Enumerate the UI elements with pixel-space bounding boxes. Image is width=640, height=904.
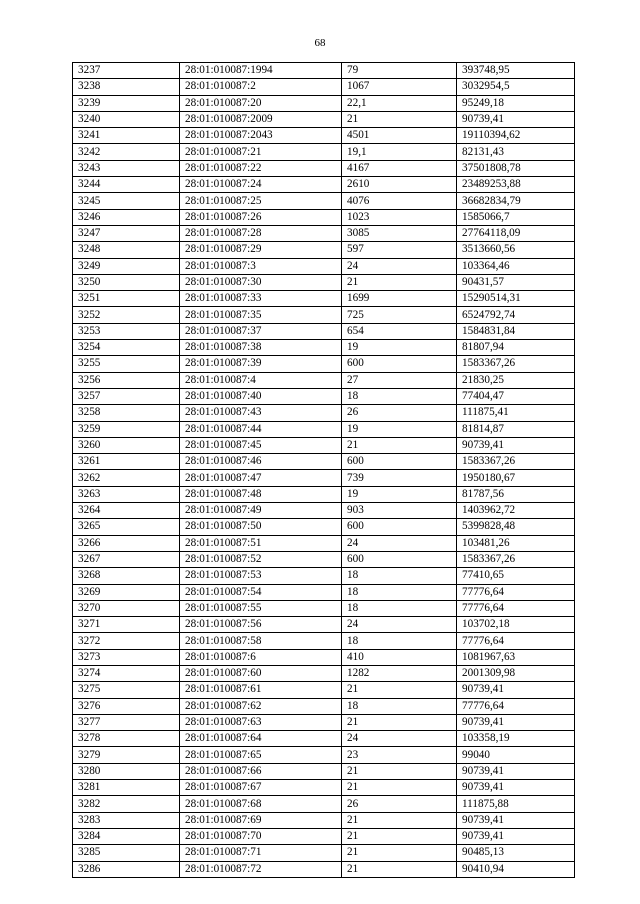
area-cell: 18	[342, 568, 457, 584]
value-cell: 1081967,63	[457, 649, 575, 665]
row-number-cell: 3277	[73, 714, 180, 730]
area-cell: 410	[342, 649, 457, 665]
row-number-cell: 3241	[73, 128, 180, 144]
table-row	[73, 633, 575, 649]
area-cell: 903	[342, 503, 457, 519]
cadastral-number-cell: 28:01:010087:25	[180, 193, 342, 209]
value-cell: 1403962,72	[457, 503, 575, 519]
value-cell: 77404,47	[457, 388, 575, 404]
table-row	[73, 812, 575, 828]
table-row	[73, 796, 575, 812]
table-row	[73, 617, 575, 633]
table-row	[73, 731, 575, 747]
table-row	[73, 780, 575, 796]
area-cell: 3085	[342, 225, 457, 241]
cadastral-number-cell: 28:01:010087:26	[180, 209, 342, 225]
table-row	[73, 503, 575, 519]
value-cell: 3032954,5	[457, 79, 575, 95]
value-cell: 95249,18	[457, 95, 575, 111]
row-number-cell: 3255	[73, 356, 180, 372]
value-cell: 37501808,78	[457, 160, 575, 176]
value-cell: 103364,46	[457, 258, 575, 274]
row-number-cell: 3248	[73, 242, 180, 258]
value-cell: 1950180,67	[457, 470, 575, 486]
cadastral-number-cell: 28:01:010087:61	[180, 682, 342, 698]
value-cell: 103702,18	[457, 617, 575, 633]
table-row	[73, 388, 575, 404]
area-cell: 4501	[342, 128, 457, 144]
row-number-cell: 3271	[73, 617, 180, 633]
row-number-cell: 3246	[73, 209, 180, 225]
row-number-cell: 3266	[73, 535, 180, 551]
cadastral-number-cell: 28:01:010087:63	[180, 714, 342, 730]
area-cell: 18	[342, 388, 457, 404]
table-row	[73, 372, 575, 388]
value-cell: 90739,41	[457, 812, 575, 828]
value-cell: 77776,64	[457, 698, 575, 714]
cadastral-number-cell: 28:01:010087:4	[180, 372, 342, 388]
cadastral-number-cell: 28:01:010087:53	[180, 568, 342, 584]
cadastral-number-cell: 28:01:010087:50	[180, 519, 342, 535]
value-cell: 6524792,74	[457, 307, 575, 323]
cadastral-number-cell: 28:01:010087:38	[180, 340, 342, 356]
value-cell: 393748,95	[457, 63, 575, 79]
row-number-cell: 3257	[73, 388, 180, 404]
row-number-cell: 3276	[73, 698, 180, 714]
value-cell: 90739,41	[457, 828, 575, 844]
table-row	[73, 682, 575, 698]
cadastral-number-cell: 28:01:010087:3	[180, 258, 342, 274]
row-number-cell: 3253	[73, 323, 180, 339]
row-number-cell: 3269	[73, 584, 180, 600]
area-cell: 725	[342, 307, 457, 323]
area-cell: 26	[342, 405, 457, 421]
row-number-cell: 3250	[73, 274, 180, 290]
cadastral-number-cell: 28:01:010087:43	[180, 405, 342, 421]
value-cell: 1583367,26	[457, 551, 575, 567]
cadastral-number-cell: 28:01:010087:60	[180, 665, 342, 681]
area-cell: 18	[342, 633, 457, 649]
row-number-cell: 3249	[73, 258, 180, 274]
row-number-cell: 3261	[73, 454, 180, 470]
row-number-cell: 3262	[73, 470, 180, 486]
cadastral-number-cell: 28:01:010087:65	[180, 747, 342, 763]
value-cell: 90739,41	[457, 763, 575, 779]
cadastral-number-cell: 28:01:010087:55	[180, 600, 342, 616]
area-cell: 19	[342, 340, 457, 356]
area-cell: 1282	[342, 665, 457, 681]
row-number-cell: 3239	[73, 95, 180, 111]
area-cell: 1067	[342, 79, 457, 95]
cadastral-number-cell: 28:01:010087:44	[180, 421, 342, 437]
row-number-cell: 3238	[73, 79, 180, 95]
row-number-cell: 3275	[73, 682, 180, 698]
cadastral-number-cell: 28:01:010087:68	[180, 796, 342, 812]
cadastral-number-cell: 28:01:010087:69	[180, 812, 342, 828]
cadastral-number-cell: 28:01:010087:37	[180, 323, 342, 339]
cadastral-number-cell: 28:01:010087:66	[180, 763, 342, 779]
row-number-cell: 3263	[73, 486, 180, 502]
table-row	[73, 535, 575, 551]
value-cell: 5399828,48	[457, 519, 575, 535]
table-row	[73, 421, 575, 437]
value-cell: 103481,26	[457, 535, 575, 551]
area-cell: 21	[342, 861, 457, 877]
cadastral-number-cell: 28:01:010087:67	[180, 780, 342, 796]
row-number-cell: 3245	[73, 193, 180, 209]
row-number-cell: 3260	[73, 437, 180, 453]
table-row	[73, 63, 575, 79]
value-cell: 90739,41	[457, 437, 575, 453]
row-number-cell: 3279	[73, 747, 180, 763]
area-cell: 600	[342, 551, 457, 567]
table-row	[73, 454, 575, 470]
value-cell: 77776,64	[457, 633, 575, 649]
table-row	[73, 144, 575, 160]
table-row	[73, 274, 575, 290]
area-cell: 24	[342, 731, 457, 747]
table-row	[73, 111, 575, 127]
area-cell: 739	[342, 470, 457, 486]
table-row	[73, 128, 575, 144]
cadastral-number-cell: 28:01:010087:20	[180, 95, 342, 111]
value-cell: 90410,94	[457, 861, 575, 877]
table-row	[73, 323, 575, 339]
row-number-cell: 3244	[73, 177, 180, 193]
cadastral-number-cell: 28:01:010087:70	[180, 828, 342, 844]
area-cell: 18	[342, 698, 457, 714]
cadastral-number-cell: 28:01:010087:45	[180, 437, 342, 453]
area-cell: 654	[342, 323, 457, 339]
area-cell: 19	[342, 421, 457, 437]
value-cell: 36682834,79	[457, 193, 575, 209]
value-cell: 90431,57	[457, 274, 575, 290]
area-cell: 21	[342, 714, 457, 730]
area-cell: 24	[342, 535, 457, 551]
row-number-cell: 3283	[73, 812, 180, 828]
area-cell: 1023	[342, 209, 457, 225]
area-cell: 21	[342, 812, 457, 828]
value-cell: 27764118,09	[457, 225, 575, 241]
cadastral-number-cell: 28:01:010087:71	[180, 845, 342, 861]
row-number-cell: 3242	[73, 144, 180, 160]
value-cell: 3513660,56	[457, 242, 575, 258]
area-cell: 24	[342, 258, 457, 274]
page-number: 68	[314, 37, 326, 49]
row-number-cell: 3285	[73, 845, 180, 861]
row-number-cell: 3284	[73, 828, 180, 844]
row-number-cell: 3264	[73, 503, 180, 519]
table-row	[73, 861, 575, 877]
row-number-cell: 3259	[73, 421, 180, 437]
cadastral-number-cell: 28:01:010087:51	[180, 535, 342, 551]
table-row	[73, 470, 575, 486]
value-cell: 1583367,26	[457, 356, 575, 372]
row-number-cell: 3281	[73, 780, 180, 796]
row-number-cell: 3280	[73, 763, 180, 779]
row-number-cell: 3273	[73, 649, 180, 665]
cadastral-number-cell: 28:01:010087:39	[180, 356, 342, 372]
cadastral-number-cell: 28:01:010087:6	[180, 649, 342, 665]
row-number-cell: 3252	[73, 307, 180, 323]
cadastral-number-cell: 28:01:010087:2043	[180, 128, 342, 144]
table-row	[73, 79, 575, 95]
cadastral-number-cell: 28:01:010087:21	[180, 144, 342, 160]
table-row	[73, 519, 575, 535]
table-row	[73, 845, 575, 861]
row-number-cell: 3272	[73, 633, 180, 649]
table-row	[73, 584, 575, 600]
table-row	[73, 95, 575, 111]
row-number-cell: 3278	[73, 731, 180, 747]
value-cell: 77776,64	[457, 600, 575, 616]
row-number-cell: 3258	[73, 405, 180, 421]
table-row	[73, 258, 575, 274]
area-cell: 21	[342, 763, 457, 779]
row-number-cell: 3286	[73, 861, 180, 877]
area-cell: 22,1	[342, 95, 457, 111]
table-row	[73, 193, 575, 209]
value-cell: 90485,13	[457, 845, 575, 861]
table-body	[73, 63, 575, 878]
table-row	[73, 600, 575, 616]
value-cell: 99040	[457, 747, 575, 763]
cadastral-number-cell: 28:01:010087:56	[180, 617, 342, 633]
table-row	[73, 649, 575, 665]
value-cell: 77776,64	[457, 584, 575, 600]
area-cell: 21	[342, 780, 457, 796]
value-cell: 81814,87	[457, 421, 575, 437]
cadastral-number-cell: 28:01:010087:54	[180, 584, 342, 600]
value-cell: 90739,41	[457, 780, 575, 796]
cadastral-number-cell: 28:01:010087:1994	[180, 63, 342, 79]
value-cell: 81807,94	[457, 340, 575, 356]
area-cell: 21	[342, 274, 457, 290]
table-row	[73, 828, 575, 844]
table-row	[73, 747, 575, 763]
area-cell: 19	[342, 486, 457, 502]
area-cell: 26	[342, 796, 457, 812]
value-cell: 81787,56	[457, 486, 575, 502]
table-row	[73, 568, 575, 584]
cadastral-number-cell: 28:01:010087:62	[180, 698, 342, 714]
cadastral-number-cell: 28:01:010087:47	[180, 470, 342, 486]
row-number-cell: 3270	[73, 600, 180, 616]
cadastral-number-cell: 28:01:010087:48	[180, 486, 342, 502]
table-row	[73, 177, 575, 193]
area-cell: 600	[342, 356, 457, 372]
table-row	[73, 225, 575, 241]
area-cell: 18	[342, 584, 457, 600]
table-row	[73, 665, 575, 681]
value-cell: 90739,41	[457, 111, 575, 127]
area-cell: 18	[342, 600, 457, 616]
area-cell: 597	[342, 242, 457, 258]
cadastral-number-cell: 28:01:010087:40	[180, 388, 342, 404]
cadastral-number-cell: 28:01:010087:2009	[180, 111, 342, 127]
row-number-cell: 3267	[73, 551, 180, 567]
cadastral-number-cell: 28:01:010087:64	[180, 731, 342, 747]
value-cell: 19110394,62	[457, 128, 575, 144]
value-cell: 90739,41	[457, 682, 575, 698]
table-row	[73, 340, 575, 356]
cadastral-table	[72, 62, 575, 878]
cadastral-number-cell: 28:01:010087:49	[180, 503, 342, 519]
value-cell: 15290514,31	[457, 291, 575, 307]
row-number-cell: 3274	[73, 665, 180, 681]
row-number-cell: 3240	[73, 111, 180, 127]
cadastral-number-cell: 28:01:010087:22	[180, 160, 342, 176]
cadastral-number-cell: 28:01:010087:33	[180, 291, 342, 307]
table-row	[73, 714, 575, 730]
table-row	[73, 291, 575, 307]
area-cell: 79	[342, 63, 457, 79]
table-row	[73, 437, 575, 453]
cadastral-number-cell: 28:01:010087:28	[180, 225, 342, 241]
area-cell: 21	[342, 111, 457, 127]
row-number-cell: 3265	[73, 519, 180, 535]
table-row	[73, 209, 575, 225]
cadastral-number-cell: 28:01:010087:29	[180, 242, 342, 258]
value-cell: 82131,43	[457, 144, 575, 160]
cadastral-number-cell: 28:01:010087:2	[180, 79, 342, 95]
area-cell: 1699	[342, 291, 457, 307]
cadastral-number-cell: 28:01:010087:35	[180, 307, 342, 323]
area-cell: 2610	[342, 177, 457, 193]
value-cell: 1585066,7	[457, 209, 575, 225]
area-cell: 4076	[342, 193, 457, 209]
row-number-cell: 3247	[73, 225, 180, 241]
area-cell: 27	[342, 372, 457, 388]
value-cell: 23489253,88	[457, 177, 575, 193]
area-cell: 23	[342, 747, 457, 763]
table-row	[73, 405, 575, 421]
table-row	[73, 698, 575, 714]
table-row	[73, 356, 575, 372]
area-cell: 600	[342, 454, 457, 470]
area-cell: 19,1	[342, 144, 457, 160]
value-cell: 1583367,26	[457, 454, 575, 470]
row-number-cell: 3243	[73, 160, 180, 176]
table-row	[73, 551, 575, 567]
area-cell: 21	[342, 828, 457, 844]
cadastral-number-cell: 28:01:010087:72	[180, 861, 342, 877]
cadastral-number-cell: 28:01:010087:30	[180, 274, 342, 290]
cadastral-number-cell: 28:01:010087:46	[180, 454, 342, 470]
value-cell: 2001309,98	[457, 665, 575, 681]
table-row	[73, 307, 575, 323]
table-row	[73, 242, 575, 258]
area-cell: 4167	[342, 160, 457, 176]
value-cell: 111875,41	[457, 405, 575, 421]
value-cell: 1584831,84	[457, 323, 575, 339]
row-number-cell: 3237	[73, 63, 180, 79]
row-number-cell: 3251	[73, 291, 180, 307]
table-row	[73, 160, 575, 176]
area-cell: 24	[342, 617, 457, 633]
value-cell: 111875,88	[457, 796, 575, 812]
row-number-cell: 3254	[73, 340, 180, 356]
cadastral-number-cell: 28:01:010087:24	[180, 177, 342, 193]
area-cell: 600	[342, 519, 457, 535]
value-cell: 103358,19	[457, 731, 575, 747]
row-number-cell: 3282	[73, 796, 180, 812]
row-number-cell: 3268	[73, 568, 180, 584]
value-cell: 77410,65	[457, 568, 575, 584]
table-row	[73, 486, 575, 502]
table-row	[73, 763, 575, 779]
cadastral-number-cell: 28:01:010087:52	[180, 551, 342, 567]
cadastral-number-cell: 28:01:010087:58	[180, 633, 342, 649]
value-cell: 90739,41	[457, 714, 575, 730]
row-number-cell: 3256	[73, 372, 180, 388]
area-cell: 21	[342, 437, 457, 453]
area-cell: 21	[342, 682, 457, 698]
value-cell: 21830,25	[457, 372, 575, 388]
area-cell: 21	[342, 845, 457, 861]
